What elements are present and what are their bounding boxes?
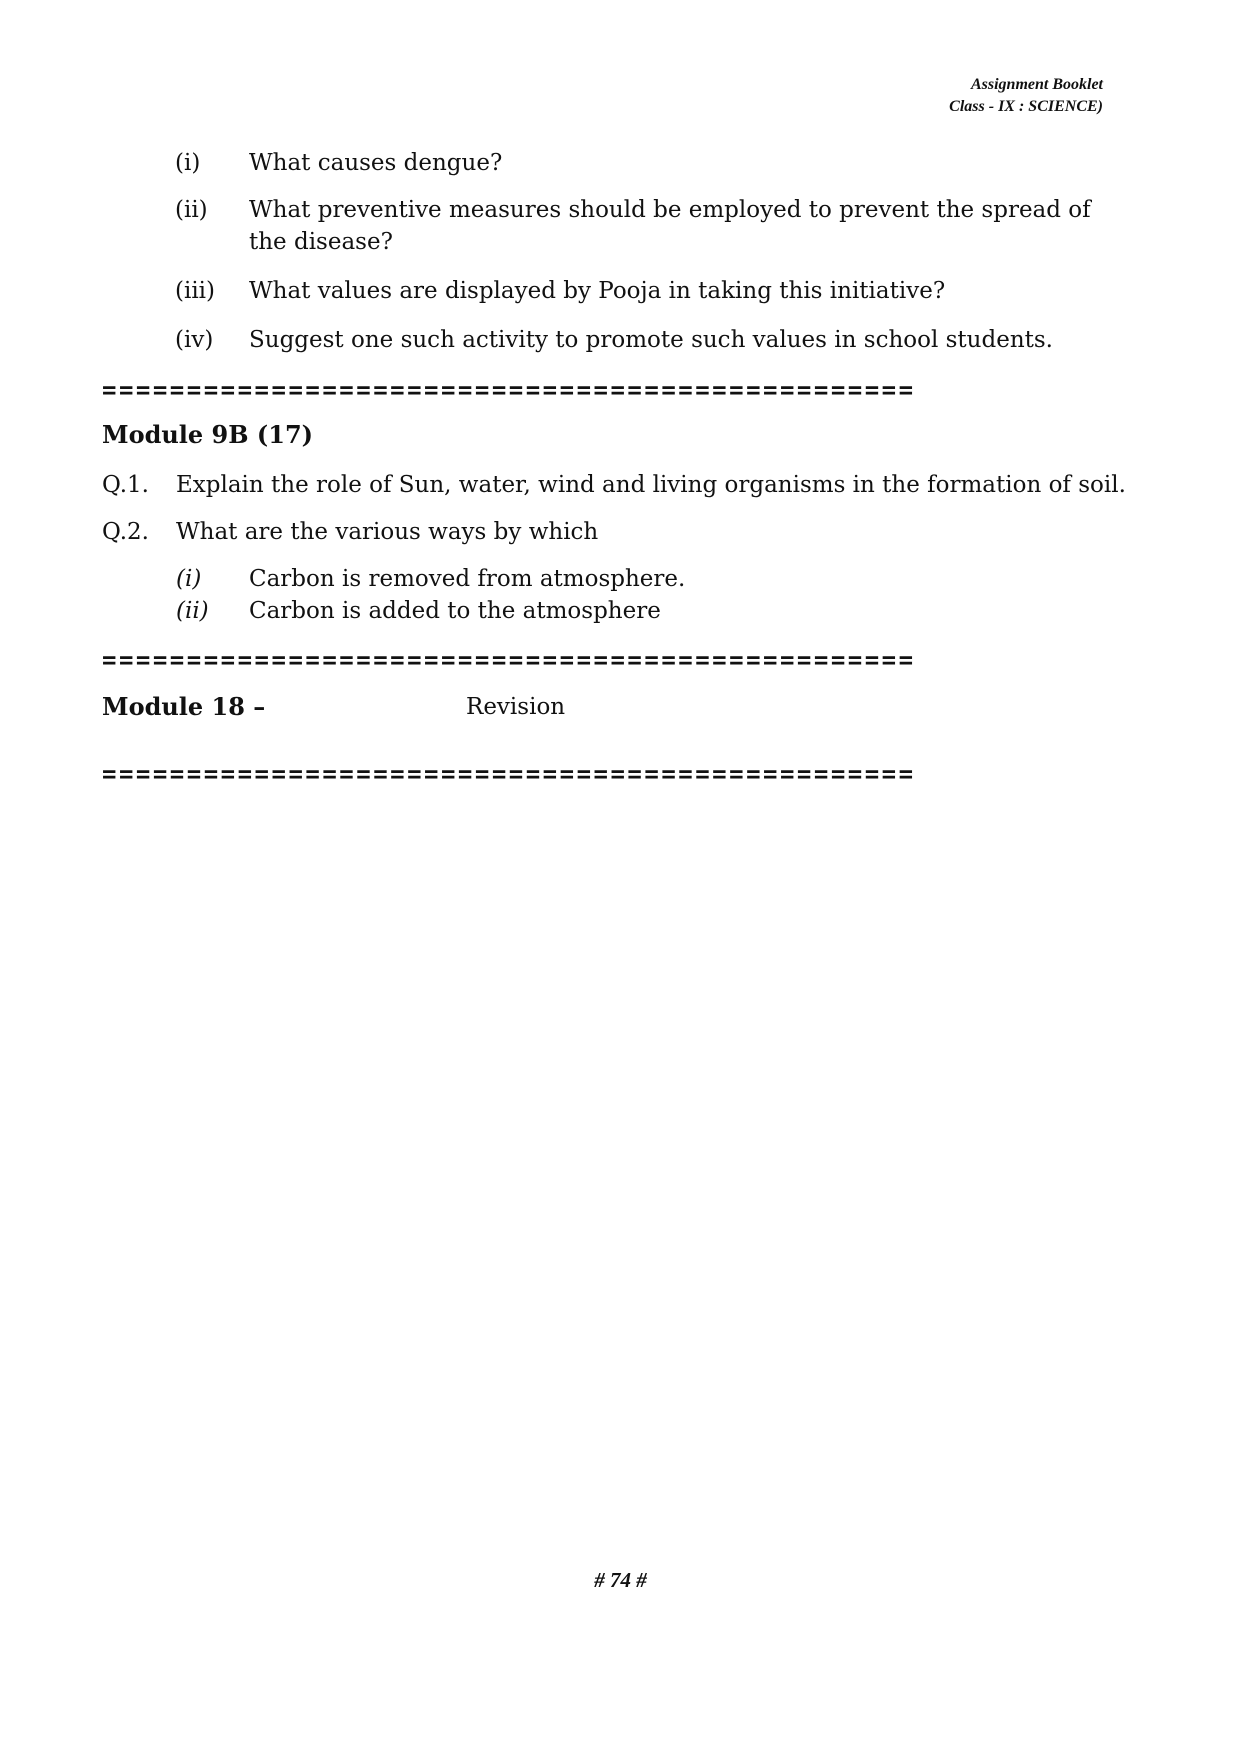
module-9b-sub-text-i: Carbon is removed from atmosphere. bbox=[249, 566, 686, 592]
question-text-i: What causes dengue? bbox=[249, 150, 503, 176]
question-number-iv: (iv) bbox=[175, 327, 214, 353]
divider-3: ================================================ bbox=[102, 760, 916, 788]
question-number-ii: (ii) bbox=[175, 197, 208, 223]
question-number-iii: (iii) bbox=[175, 278, 216, 304]
module-9b-sub-text-ii: Carbon is added to the atmosphere bbox=[249, 598, 661, 624]
module-9b-sub-number-i: (i) bbox=[176, 566, 202, 592]
module-9b-title: Module 9B (17) bbox=[102, 420, 313, 449]
module-9b-q2-text: What are the various ways by which bbox=[176, 519, 599, 545]
header-class-subject: Class - IX : SCIENCE) bbox=[949, 98, 1103, 115]
module-18-text: Revision bbox=[466, 694, 566, 720]
question-text-iv: Suggest one such activity to promote such values in school students. bbox=[249, 327, 1053, 353]
divider-2: ================================================ bbox=[102, 646, 916, 674]
page-header bbox=[949, 74, 1103, 118]
module-9b-sub-number-ii: (ii) bbox=[176, 598, 209, 624]
page-number: # 74 # bbox=[594, 1568, 647, 1592]
divider-1: ================================================ bbox=[102, 376, 916, 404]
question-text-iii: What values are displayed by Pooja in taking this initiative? bbox=[249, 278, 946, 304]
module-9b-q2-number: Q.2. bbox=[102, 519, 149, 545]
module-9b-q1-number: Q.1. bbox=[102, 472, 149, 498]
question-text-ii: What preventive measures should be employed to prevent the spread of the disease? bbox=[249, 197, 1091, 255]
header-booklet-title: Assignment Booklet bbox=[970, 76, 1103, 93]
module-18-title: Module 18 – bbox=[102, 692, 266, 721]
module-9b-q1-text: Explain the role of Sun, water, wind and living organisms in the formation of soil. bbox=[176, 472, 1126, 498]
question-number-i: (i) bbox=[175, 150, 201, 176]
